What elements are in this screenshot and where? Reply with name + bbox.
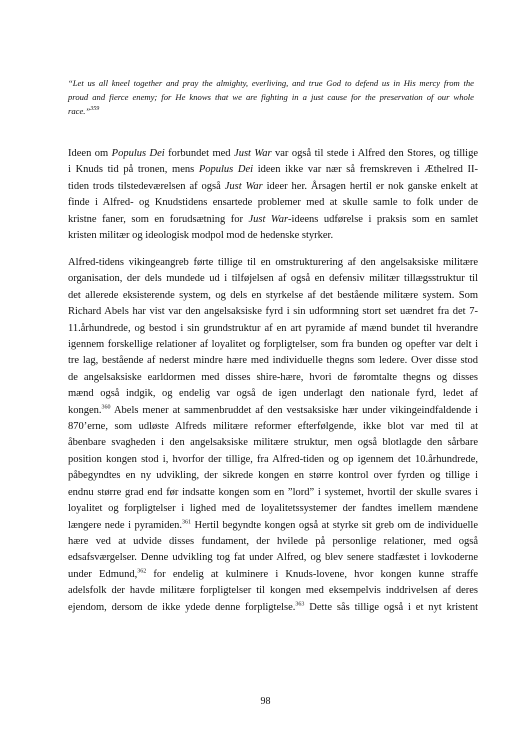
text-run: forbundet med	[164, 148, 235, 159]
text-line: position kongen stod i, hvorfor der tillige, fra Alfred-tiden og op igennem det 10.århundrede,	[68, 453, 478, 465]
quote-line	[68, 104, 474, 118]
text-line: organisation, der dels mundede ud i tilføjelsen af også en defensiv militær tillægsstruktur til	[68, 273, 478, 285]
text-run: for endelig at kulminere i Knuds-lovene, hvor kongen kunne straffe	[146, 568, 478, 580]
text-run: ideer her. Årsagen hertil er nok ganske enkelt at	[262, 180, 478, 192]
block-quote	[68, 76, 474, 118]
text-line: 870’erne, som udløste Alfreds militære reformer efterfølgende, ikke blot var med til at	[68, 421, 478, 433]
text-run: var også til stede i Alfred den Stores, og tillige	[271, 148, 478, 159]
italic-term: Just War	[224, 180, 263, 192]
text-line: adelsfolk der havde militære forpligtelser til kongen med eksempelvis inddrivelsen af deres	[68, 585, 478, 597]
text-line: mænd også indgik, og endelig var også de igen underlagt den nationale fyrd, ledet af	[68, 388, 478, 400]
text-run: tiden trods tilstedeværelsen af også	[68, 180, 225, 192]
text-line	[68, 179, 478, 195]
text-run: Dette sås tillige også i et nyt kristent	[304, 601, 479, 613]
text-line: igennem forskellige relationer af loyalitet og forpligtelser, som fra bunden og opefter var delt i	[68, 339, 478, 351]
text-line: 11.århundrede, og bestod i sin grundstruktur af en art pyramide af mænd bundet til hverandre	[68, 322, 478, 334]
text-run: i Knuds tid på tronen, mens	[68, 164, 199, 176]
text-line	[68, 518, 478, 534]
quote-line: proud and fierce enemy; for He knows that we are fighting in a just cause for the preservation of our whole	[68, 92, 474, 102]
quote-line-text: race.”	[68, 106, 91, 116]
text-line: påbegyndtes en ny udvikling, der sikrede kongen en større kontrol over fyrden og tillige i	[68, 470, 478, 482]
text-run: Ideen om	[68, 148, 112, 159]
text-run: Hertil begyndte kongen også at styrke sit greb om de individuelle	[191, 519, 478, 531]
page-number: 98	[260, 696, 271, 707]
text-line: Alfred-tidens vikingeangreb førte tillige til en omstrukturering af den angelsaksiske militære	[68, 257, 478, 268]
text-line: åbenbare svagheden i den angelsaksiske militære struktur, men også blotlagde den sårbare	[68, 437, 478, 449]
paragraph-military-organisation	[68, 255, 478, 616]
text-line	[68, 403, 478, 419]
text-line: Richard Abels har vist var den angelsaksiske fyrd i sin udformning stort set uændret fra det 7-	[68, 306, 478, 318]
text-run: ideen ikke var nær så fremskreven i Æthelred II-	[253, 164, 479, 176]
text-line: loyalitet og forpligtelser i lighed med de loyalitetssystemer der fandtes imellem mændene	[68, 503, 478, 515]
text-line	[68, 146, 478, 162]
footnote-ref[interactable]: 361	[182, 519, 192, 525]
text-line	[68, 567, 478, 583]
text-line: edsafsværgelser. Denne udvikling tog fat under Alfred, og blev senere stadfæstet i lovkoderne	[68, 552, 478, 564]
quote-line: “Let us all kneel together and pray the almighty, everliving, and true God to defend us in His mercy from the	[68, 78, 474, 88]
text-line: endnu større grad end før indsatte kongen som en ”lord” i systemet, hvortil der skulle svares i	[68, 486, 478, 498]
paragraph-populus-dei	[68, 146, 478, 244]
text-run: Abels mener at sammenbruddet af den vestsaksiske hær under vikingeindfaldende i	[110, 404, 478, 416]
italic-term: Populus Dei	[111, 148, 165, 159]
text-run: kongen.	[68, 404, 102, 416]
text-run: ejendom, dersom de ikke ydede denne forpligtelse.	[68, 601, 296, 613]
text-run: længere nede i pyramiden.	[68, 519, 183, 531]
text-line: tre lag, bestående af nederst mindre hære med individuelle thegns som ledere. Over disse stod	[68, 355, 478, 367]
text-line: de angelsaksiske earldormen med disses shire-hære, hvori de føromtalte thegns og disses	[68, 371, 478, 383]
italic-term: Just War	[234, 148, 272, 159]
footnote-ref[interactable]: 359	[90, 106, 100, 113]
text-line: hære ved at udvide disses fundament, der hvilede på personlige relationer, med også	[68, 535, 478, 547]
text-line	[68, 162, 478, 178]
italic-term: Populus Dei	[198, 164, 254, 176]
footnote-ref[interactable]: 363	[295, 601, 305, 608]
text-line	[68, 212, 478, 228]
italic-term: Just War	[248, 213, 289, 225]
text-line: det allerede eksisterende system, og dels en styrkelse af det bestående militære system. Som	[68, 289, 478, 301]
text-run: kristne faner, som en forudsætning for	[68, 213, 249, 225]
text-run: -ideens udførelse i praksis som en samlet	[288, 213, 478, 225]
text-line	[68, 600, 478, 616]
text-line: finde i Alfred- og Knudstidens ensartede problemer med at skulle samle to folk under de	[68, 197, 478, 209]
footnote-ref[interactable]: 362	[137, 568, 147, 575]
footnote-ref[interactable]: 360	[101, 404, 111, 411]
text-run: under Edmund,	[68, 568, 138, 580]
text-line: kristen militær og ideologisk modpol mod de hedenske styrker.	[68, 230, 334, 242]
